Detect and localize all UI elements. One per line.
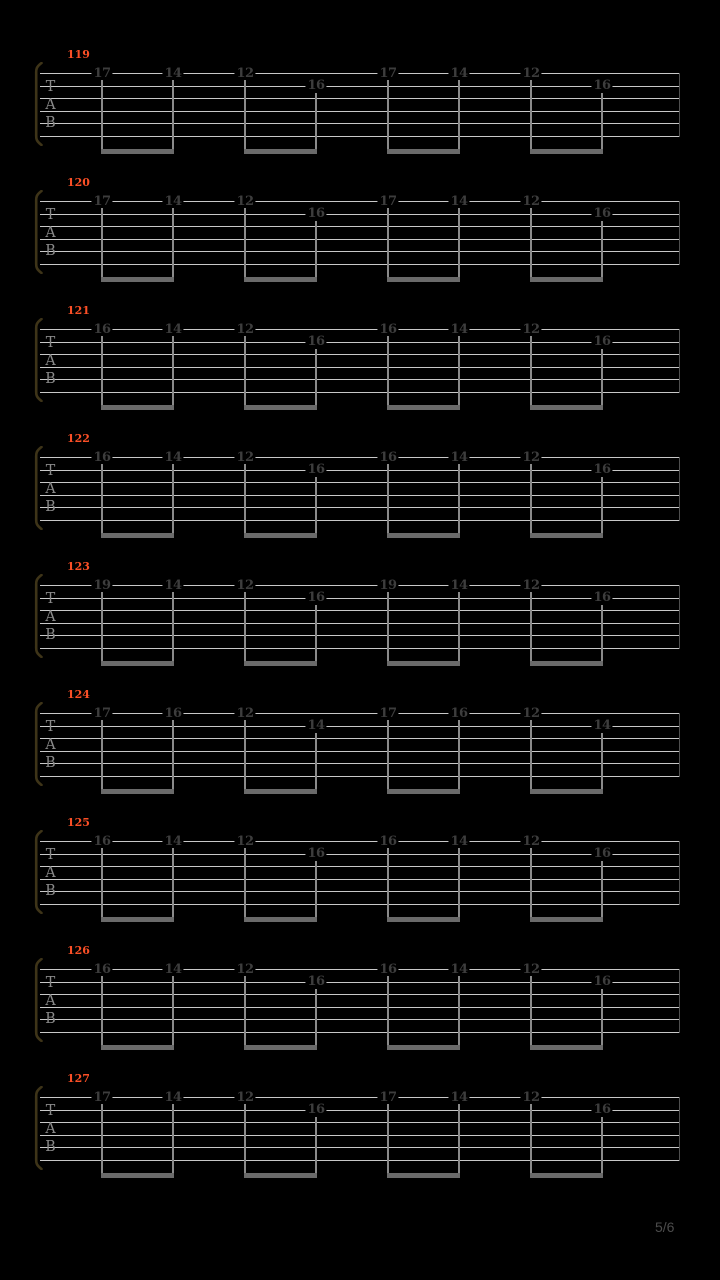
beam: [101, 661, 174, 666]
note-stem: [315, 733, 317, 794]
tab-clef-letter: A: [45, 862, 56, 881]
staff-line: [40, 623, 680, 624]
beam: [387, 405, 460, 410]
measure[interactable]: [0, 128, 720, 260]
staff-line: [40, 1160, 680, 1161]
beam: [101, 1045, 174, 1050]
tab-clef-letter: T: [45, 972, 56, 991]
tab-clef: [42, 77, 58, 132]
beam: [387, 277, 460, 282]
note-stem: [315, 605, 317, 666]
staff-line: [40, 111, 680, 112]
tab-clef-letter: T: [45, 76, 56, 95]
fret-number: 16: [593, 974, 611, 989]
tab-clef-letter: T: [45, 332, 56, 351]
end-barline: [679, 969, 681, 1033]
note-stem: [101, 1104, 103, 1178]
tab-clef: [42, 845, 58, 900]
beam: [387, 661, 460, 666]
note-stem: [458, 80, 460, 154]
note-stem: [387, 208, 389, 282]
tab-clef-letter: B: [45, 881, 56, 900]
note-stem: [387, 464, 389, 538]
fret-number: 16: [593, 206, 611, 221]
fret-number: 16: [93, 833, 111, 849]
note-stem: [601, 733, 603, 794]
fret-number: 12: [236, 321, 254, 337]
staff-line: [40, 329, 680, 330]
fret-number: 14: [164, 577, 182, 593]
tab-clef-letter: A: [45, 1118, 56, 1137]
measure[interactable]: [0, 1024, 720, 1156]
staff-line: [40, 354, 680, 355]
beam: [530, 789, 603, 794]
fret-number: 14: [164, 193, 182, 209]
tab-clef-letter: B: [45, 113, 56, 132]
fret-number: 14: [450, 65, 468, 81]
fret-number: 16: [307, 974, 325, 989]
beam: [530, 277, 603, 282]
note-stem: [601, 605, 603, 666]
fret-number: 12: [236, 1089, 254, 1105]
beam: [101, 789, 174, 794]
beam: [530, 661, 603, 666]
fret-number: 14: [164, 65, 182, 81]
note-stem: [530, 336, 532, 410]
note-stem: [458, 976, 460, 1050]
fret-number: 16: [164, 705, 182, 721]
beam: [530, 1173, 603, 1178]
fret-number: 16: [379, 449, 397, 465]
note-stem: [101, 848, 103, 922]
beam: [244, 149, 317, 154]
tab-clef-letter: T: [45, 716, 56, 735]
note-stem: [101, 336, 103, 410]
fret-number: 12: [522, 833, 540, 849]
beam: [387, 533, 460, 538]
note-stem: [172, 848, 174, 922]
note-stem: [530, 80, 532, 154]
note-stem: [172, 592, 174, 666]
fret-number: 14: [450, 577, 468, 593]
tab-clef-letter: B: [45, 625, 56, 644]
tab-clef-letter: B: [45, 369, 56, 388]
staff-line: [40, 738, 680, 739]
note-stem: [387, 720, 389, 794]
measure-number: 123: [67, 560, 90, 573]
note-stem: [530, 464, 532, 538]
note-stem: [244, 208, 246, 282]
tab-clef-letter: T: [45, 588, 56, 607]
note-stem: [530, 848, 532, 922]
beam: [101, 1173, 174, 1178]
measure-number: 122: [67, 432, 90, 445]
tab-clef: [42, 205, 58, 260]
measure[interactable]: [0, 256, 720, 388]
note-stem: [530, 592, 532, 666]
beam: [387, 789, 460, 794]
staff-line: [40, 1019, 680, 1020]
staff-line: [40, 1097, 680, 1098]
note-stem: [315, 93, 317, 154]
fret-number: 14: [164, 833, 182, 849]
fret-number: 16: [379, 321, 397, 337]
staff-line: [40, 226, 680, 227]
fret-number: 17: [93, 193, 111, 209]
tab-clef-letter: A: [45, 734, 56, 753]
fret-number: 16: [307, 846, 325, 861]
beam: [244, 1045, 317, 1050]
end-barline: [679, 201, 681, 265]
note-stem: [244, 336, 246, 410]
fret-number: 17: [379, 65, 397, 81]
tab-clef-letter: B: [45, 753, 56, 772]
staff-line: [40, 239, 680, 240]
staff-line: [40, 379, 680, 380]
tab-clef: [42, 717, 58, 772]
fret-number: 14: [450, 321, 468, 337]
note-stem: [458, 848, 460, 922]
note-stem: [601, 1117, 603, 1178]
fret-number: 12: [522, 449, 540, 465]
staff-line: [40, 507, 680, 508]
fret-number: 14: [164, 1089, 182, 1105]
note-stem: [244, 80, 246, 154]
tab-clef-letter: B: [45, 497, 56, 516]
fret-number: 16: [593, 462, 611, 477]
note-stem: [244, 720, 246, 794]
tab-clef: [42, 973, 58, 1028]
beam: [101, 917, 174, 922]
fret-number: 16: [593, 590, 611, 605]
note-stem: [458, 1104, 460, 1178]
measure-number: 120: [67, 176, 90, 189]
note-stem: [458, 592, 460, 666]
fret-number: 16: [93, 321, 111, 337]
measure-number: 125: [67, 816, 90, 829]
note-stem: [601, 221, 603, 282]
staff-line: [40, 214, 680, 215]
note-stem: [172, 464, 174, 538]
tab-clef-letter: A: [45, 990, 56, 1009]
measure[interactable]: [0, 384, 720, 516]
beam: [244, 917, 317, 922]
staff-line: [40, 635, 680, 636]
fret-number: 17: [379, 1089, 397, 1105]
note-stem: [601, 349, 603, 410]
measure[interactable]: [0, 768, 720, 900]
note-stem: [172, 720, 174, 794]
staff-line: [40, 1110, 680, 1111]
fret-number: 14: [450, 193, 468, 209]
fret-number: 16: [450, 705, 468, 721]
staff-line: [40, 123, 680, 124]
staff-line: [40, 610, 680, 611]
tab-clef-letter: B: [45, 241, 56, 260]
end-barline: [679, 457, 681, 521]
end-barline: [679, 73, 681, 137]
beam: [244, 789, 317, 794]
fret-number: 14: [593, 718, 611, 733]
note-stem: [315, 477, 317, 538]
note-stem: [244, 1104, 246, 1178]
staff-line: [40, 495, 680, 496]
measure-number: 124: [67, 688, 90, 701]
staff-line: [40, 1135, 680, 1136]
note-stem: [315, 349, 317, 410]
staff-line: [40, 982, 680, 983]
fret-number: 12: [522, 705, 540, 721]
beam: [101, 277, 174, 282]
note-stem: [101, 80, 103, 154]
note-stem: [601, 93, 603, 154]
staff-line: [40, 854, 680, 855]
fret-number: 12: [236, 193, 254, 209]
fret-number: 16: [307, 206, 325, 221]
note-stem: [530, 976, 532, 1050]
staff-line: [40, 251, 680, 252]
fret-number: 17: [379, 193, 397, 209]
fret-number: 12: [236, 65, 254, 81]
end-barline: [679, 585, 681, 649]
fret-number: 16: [93, 449, 111, 465]
fret-number: 14: [450, 833, 468, 849]
note-stem: [172, 80, 174, 154]
fret-number: 12: [522, 961, 540, 977]
note-stem: [387, 336, 389, 410]
fret-number: 17: [93, 1089, 111, 1105]
end-barline: [679, 841, 681, 905]
tab-clef-letter: A: [45, 478, 56, 497]
fret-number: 16: [307, 78, 325, 93]
end-barline: [679, 1097, 681, 1161]
fret-number: 12: [522, 577, 540, 593]
staff-line: [40, 763, 680, 764]
staff-line: [40, 342, 680, 343]
beam: [244, 1173, 317, 1178]
note-stem: [387, 592, 389, 666]
tab-clef-letter: T: [45, 204, 56, 223]
beam: [244, 533, 317, 538]
tab-clef-letter: A: [45, 350, 56, 369]
note-stem: [172, 336, 174, 410]
staff-line: [40, 482, 680, 483]
tab-clef-letter: T: [45, 844, 56, 863]
note-stem: [101, 720, 103, 794]
fret-number: 14: [307, 718, 325, 733]
note-stem: [244, 848, 246, 922]
staff-line: [40, 891, 680, 892]
staff-line: [40, 969, 680, 970]
note-stem: [101, 208, 103, 282]
beam: [387, 149, 460, 154]
staff-line: [40, 866, 680, 867]
fret-number: 14: [450, 961, 468, 977]
tab-clef-letter: A: [45, 94, 56, 113]
measure[interactable]: [0, 0, 720, 132]
staff-line: [40, 726, 680, 727]
note-stem: [458, 336, 460, 410]
tab-clef-letter: B: [45, 1137, 56, 1156]
note-stem: [530, 208, 532, 282]
fret-number: 12: [522, 65, 540, 81]
fret-number: 19: [379, 577, 397, 593]
note-stem: [387, 80, 389, 154]
note-stem: [101, 464, 103, 538]
note-stem: [601, 477, 603, 538]
tab-clef-letter: B: [45, 1009, 56, 1028]
fret-number: 16: [307, 590, 325, 605]
staff-line: [40, 1122, 680, 1123]
fret-number: 19: [93, 577, 111, 593]
beam: [101, 533, 174, 538]
fret-number: 12: [522, 321, 540, 337]
tab-clef: [42, 461, 58, 516]
fret-number: 14: [450, 1089, 468, 1105]
page-indicator: 5/6: [655, 1219, 675, 1235]
measure-number: 119: [67, 48, 90, 61]
note-stem: [315, 1117, 317, 1178]
fret-number: 12: [522, 1089, 540, 1105]
staff-line: [40, 201, 680, 202]
staff-line: [40, 751, 680, 752]
fret-number: 12: [522, 193, 540, 209]
fret-number: 14: [164, 961, 182, 977]
measure[interactable]: [0, 512, 720, 644]
beam: [530, 533, 603, 538]
staff-line: [40, 470, 680, 471]
fret-number: 16: [307, 462, 325, 477]
beam: [101, 149, 174, 154]
staff-line: [40, 73, 680, 74]
fret-number: 12: [236, 705, 254, 721]
tab-clef: [42, 589, 58, 644]
staff-line: [40, 98, 680, 99]
note-stem: [172, 976, 174, 1050]
fret-number: 17: [379, 705, 397, 721]
note-stem: [244, 464, 246, 538]
fret-number: 16: [593, 846, 611, 861]
fret-number: 16: [307, 334, 325, 349]
beam: [530, 149, 603, 154]
staff-line: [40, 367, 680, 368]
fret-number: 16: [93, 961, 111, 977]
tab-clef-letter: A: [45, 222, 56, 241]
fret-number: 12: [236, 961, 254, 977]
staff-line: [40, 457, 680, 458]
beam: [244, 277, 317, 282]
measure[interactable]: [0, 896, 720, 1028]
staff-line: [40, 86, 680, 87]
staff-line: [40, 598, 680, 599]
fret-number: 12: [236, 833, 254, 849]
fret-number: 16: [593, 78, 611, 93]
note-stem: [315, 861, 317, 922]
note-stem: [172, 1104, 174, 1178]
note-stem: [458, 208, 460, 282]
note-stem: [101, 592, 103, 666]
fret-number: 12: [236, 449, 254, 465]
fret-number: 16: [379, 833, 397, 849]
note-stem: [458, 464, 460, 538]
staff-line: [40, 1007, 680, 1008]
beam: [530, 917, 603, 922]
note-stem: [244, 592, 246, 666]
note-stem: [601, 989, 603, 1050]
staff-line: [40, 879, 680, 880]
beam: [387, 1173, 460, 1178]
staff-line: [40, 585, 680, 586]
tab-clef-letter: T: [45, 1100, 56, 1119]
note-stem: [601, 861, 603, 922]
note-stem: [101, 976, 103, 1050]
beam: [244, 405, 317, 410]
end-barline: [679, 713, 681, 777]
beam: [387, 1045, 460, 1050]
fret-number: 16: [307, 1102, 325, 1117]
note-stem: [387, 848, 389, 922]
note-stem: [315, 221, 317, 282]
note-stem: [530, 720, 532, 794]
fret-number: 14: [164, 449, 182, 465]
measure-number: 127: [67, 1072, 90, 1085]
note-stem: [387, 1104, 389, 1178]
staff-line: [40, 713, 680, 714]
measure-number: 126: [67, 944, 90, 957]
end-barline: [679, 329, 681, 393]
fret-number: 17: [93, 705, 111, 721]
beam: [101, 405, 174, 410]
fret-number: 14: [450, 449, 468, 465]
beam: [530, 405, 603, 410]
fret-number: 17: [93, 65, 111, 81]
staff-line: [40, 841, 680, 842]
beam: [530, 1045, 603, 1050]
note-stem: [387, 976, 389, 1050]
staff-line: [40, 994, 680, 995]
measure[interactable]: [0, 640, 720, 772]
staff-line: [40, 1147, 680, 1148]
note-stem: [244, 976, 246, 1050]
note-stem: [458, 720, 460, 794]
beam: [387, 917, 460, 922]
fret-number: 14: [164, 321, 182, 337]
fret-number: 12: [236, 577, 254, 593]
tab-clef: [42, 1101, 58, 1156]
tab-clef-letter: A: [45, 606, 56, 625]
fret-number: 16: [593, 1102, 611, 1117]
fret-number: 16: [593, 334, 611, 349]
beam: [244, 661, 317, 666]
fret-number: 16: [379, 961, 397, 977]
note-stem: [530, 1104, 532, 1178]
note-stem: [172, 208, 174, 282]
measure-number: 121: [67, 304, 90, 317]
tab-clef-letter: T: [45, 460, 56, 479]
tab-clef: [42, 333, 58, 388]
note-stem: [315, 989, 317, 1050]
